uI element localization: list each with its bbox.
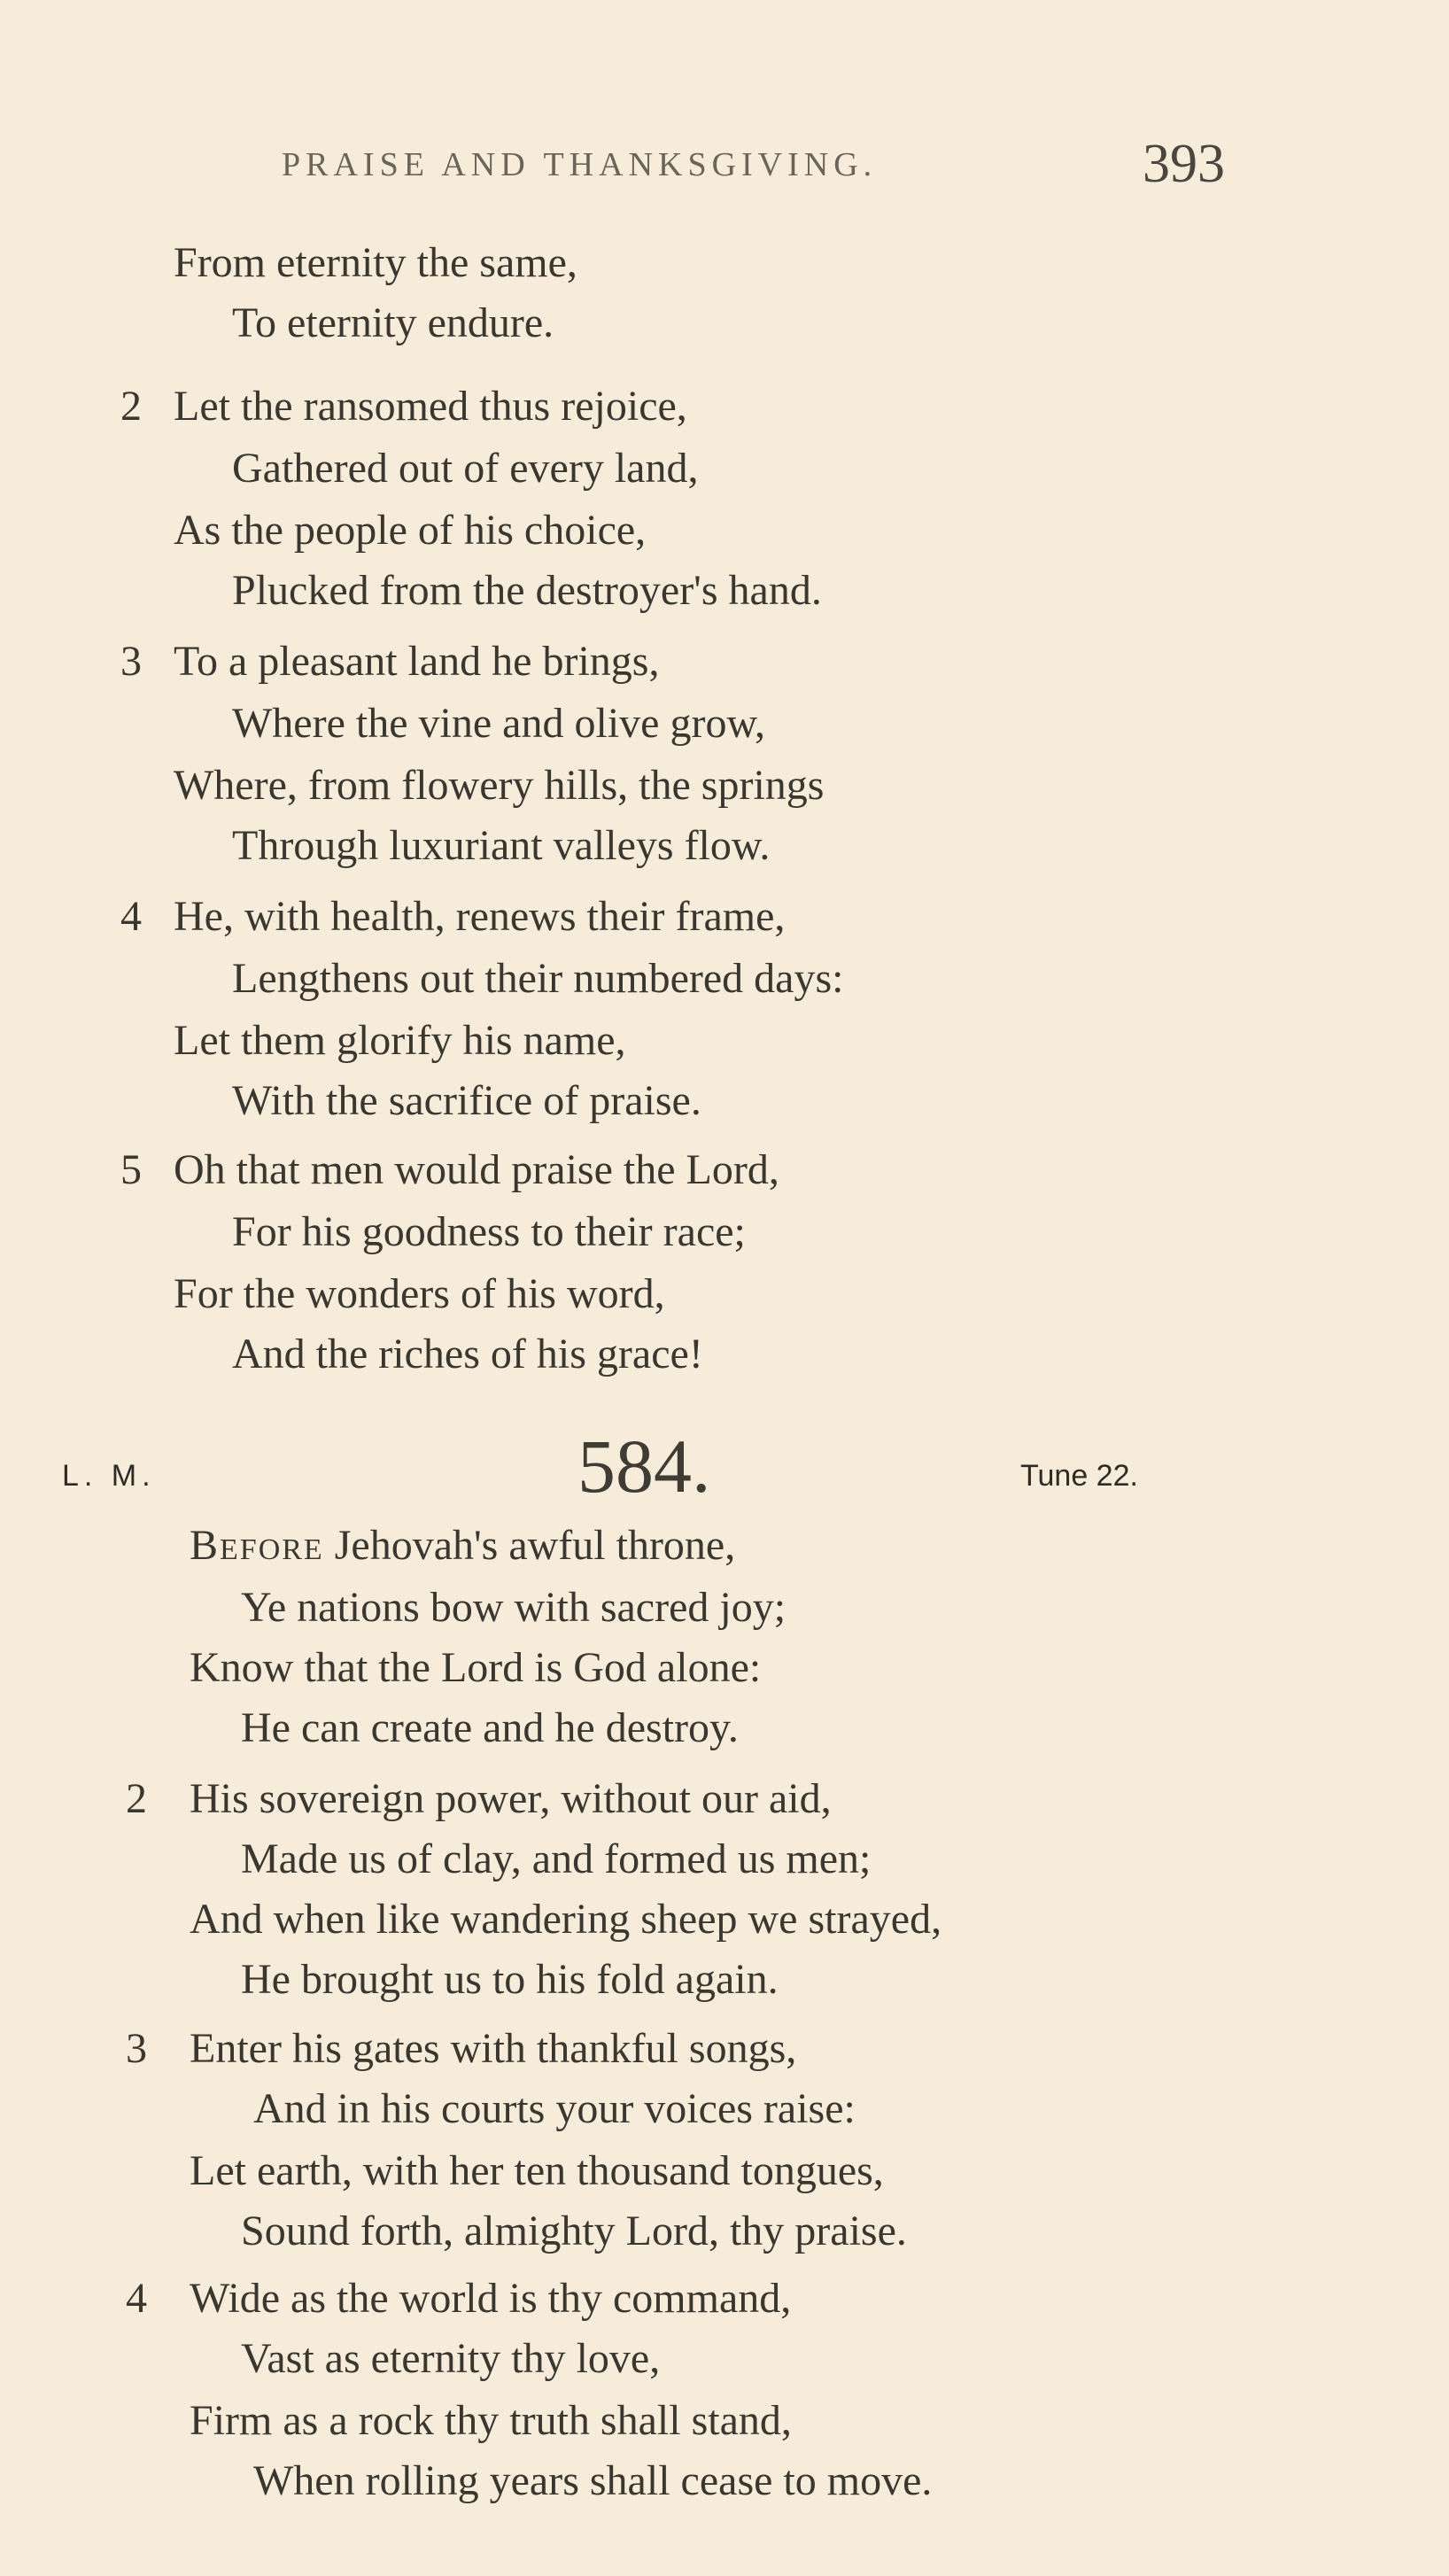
verse-line: And in his courts your voices raise: <box>253 2085 856 2132</box>
stanza-number: 2 <box>120 383 142 430</box>
verse-line: As the people of his choice, <box>174 507 647 554</box>
verse-line: Through luxuriant valleys flow. <box>232 822 771 869</box>
verse-line: Let them glorify his name, <box>174 1017 626 1064</box>
verse-line: Let the ransomed thus rejoice, <box>174 383 687 430</box>
hymn-number: 584. <box>577 1424 711 1509</box>
stanza-number: 4 <box>120 893 142 940</box>
verse-line: He can create and he destroy. <box>241 1704 739 1751</box>
verse-line: He, with health, renews their frame, <box>174 893 786 940</box>
verse-line: Know that the Lord is God alone: <box>190 1644 762 1691</box>
verse-line: Vast as eternity thy love, <box>241 2335 661 2382</box>
stanza-number: 3 <box>126 2025 147 2072</box>
initial-word: Before <box>190 1522 324 1569</box>
verse-line <box>190 1520 735 1571</box>
verse-line: Plucked from the destroyer's hand. <box>232 567 822 614</box>
verse-line: When rolling years shall cease to move. <box>253 2457 933 2504</box>
verse-line: Made us of clay, and formed us men; <box>241 1835 872 1882</box>
stanza-number: 4 <box>126 2275 147 2322</box>
verse-line: And the riches of his grace! <box>232 1331 703 1377</box>
verse-line: To eternity endure. <box>232 299 554 346</box>
verse-line: From eternity the same, <box>174 239 577 286</box>
verse-line: For the wonders of his word, <box>174 1270 665 1317</box>
verse-line: With the sacrifice of praise. <box>232 1077 701 1124</box>
verse-line: Lengthens out their numbered days: <box>232 955 844 1002</box>
tune-label: Tune 22. <box>1020 1459 1138 1493</box>
stanza-number: 3 <box>120 638 142 685</box>
verse-line: Oh that men would praise the Lord, <box>174 1146 779 1193</box>
stanza-number: 2 <box>126 1775 147 1822</box>
verse-line: Wide as the world is thy command, <box>190 2275 792 2322</box>
verse-line: To a pleasant land he brings, <box>174 638 660 685</box>
verse-line: For his goodness to their race; <box>232 1208 746 1255</box>
verse-line: Ye nations bow with sacred joy; <box>241 1584 786 1631</box>
verse-line: Sound forth, almighty Lord, thy praise. <box>241 2207 907 2254</box>
first-line-rest: Jehovah's awful throne, <box>323 1522 736 1569</box>
verse-line: Let earth, with her ten thousand tongues, <box>190 2147 884 2194</box>
verse-line: He brought us to his fold again. <box>241 1956 779 2003</box>
meter-label: L. M. <box>62 1459 156 1493</box>
verse-line: Enter his gates with thankful songs, <box>190 2025 797 2072</box>
page-number: 393 <box>1143 134 1225 194</box>
verse-line: Firm as a rock thy truth shall stand, <box>190 2397 792 2444</box>
stanza-number: 5 <box>120 1146 142 1193</box>
verse-line: His sovereign power, without our aid, <box>190 1775 832 1822</box>
verse-line: Where, from flowery hills, the springs <box>174 762 825 809</box>
verse-line: Gathered out of every land, <box>232 445 699 492</box>
verse-line: And when like wandering sheep we strayed, <box>190 1896 942 1943</box>
verse-line: Where the vine and olive grow, <box>232 700 765 747</box>
running-head <box>0 133 1449 194</box>
running-title: PRAISE AND THANKSGIVING. <box>282 146 878 183</box>
hymn-header <box>0 1422 1449 1509</box>
